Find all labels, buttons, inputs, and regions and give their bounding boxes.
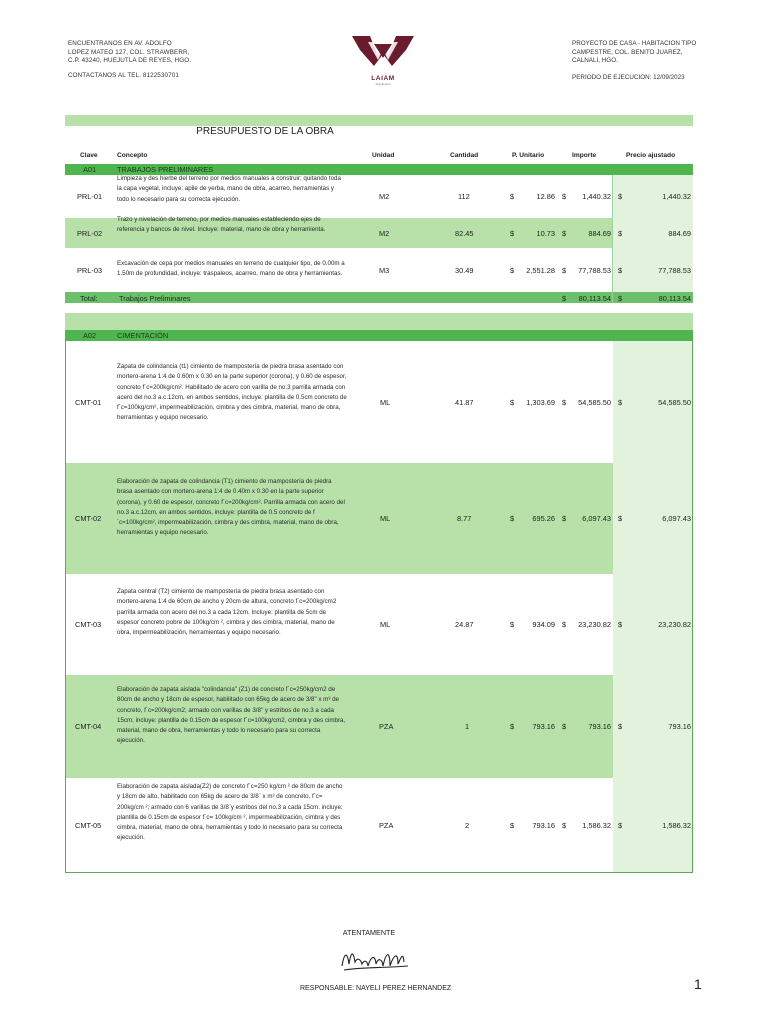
column-divider xyxy=(612,175,613,303)
address-line-2: LOPEZ MATEO 127, COL. STRAWBERR, xyxy=(68,48,190,56)
row-cantidad: 41.87 xyxy=(455,397,474,407)
table-row xyxy=(65,574,693,675)
col-header-clave: Clave xyxy=(80,152,98,159)
row-punitario: 12.86 xyxy=(536,192,555,201)
row-concepto: Zapata central (T2) cimiento de mampostería de piedra brasa asentado con mortero-arena 1:4 de 60cm de ancho y 20cm de altura, concreto f´c=200kg/cm2 parrilla armada con acero del no.3 a cada 12cm. Incluye: plantilla de 5cm de espesor concreto pobre de 100kg/cm ², cimbra y des cimbra, material, mano de obra, impermeabilización, herramientas y equipo necesario. xyxy=(117,588,337,637)
section-name: TRABAJOS PRELIMINARES xyxy=(117,165,214,174)
title-bar xyxy=(65,115,693,126)
currency-sign: $ xyxy=(510,620,515,629)
section-code: A02 xyxy=(83,331,97,340)
row-concepto: Elaboración de zapata de colindancia (T1) cimiento de mampostería de piedra brasa asentado con mortero-arena 1:4 de 0.40m x 0.30 en la parte superior (corona), y 0.60 de espesor, concreto f´c=200kg/cm². Parrilla armada con acero del no.3 a.c.12cm, en ambos sentidos, incluye: plantilla de 0.5 concreto de f´c=100kg/cm², impermeabilización, cimbra y des cimbra, material, mano de obra, herramientas y equipo necesario. xyxy=(117,478,345,537)
table-row xyxy=(65,341,693,463)
row-importe: 884.69 xyxy=(588,228,611,238)
row-clave: CMT-02 xyxy=(75,514,102,523)
row-unidad: PZA xyxy=(379,722,394,731)
row-clave: CMT-04 xyxy=(75,722,102,731)
row-concepto: Zapata de colindancia (t1) cimiento de mampostería de piedra brasa asentado con mortero-arena 1:4 de 0.60m x 0.30 en la parte superior (corona), y 0.60 de espesor, concreto f´c=200kg/cm². Habilitado de acero con varilla de no.3 parrilla armada con acero del no.3 a.c.12cm, en ambos sentidos, incluye: plantilla de 0.5cm concreto de f´c=100kg/cm², impermeabilización, cimbra y des cimbra, material, mano de obra, herramientas y equipo necesario. xyxy=(117,363,347,422)
currency-sign: $ xyxy=(562,293,567,303)
currency-sign: $ xyxy=(618,821,623,830)
page-title: PRESUPUESTO DE LA OBRA xyxy=(196,126,334,137)
row-cantidad: 8.77 xyxy=(457,514,472,523)
row-clave: PRL-03 xyxy=(77,265,103,275)
section-header-a02 xyxy=(65,330,693,341)
row-ajustado: 884.69 xyxy=(668,228,691,238)
col-header-ajustado: Precio ajustado xyxy=(626,152,676,159)
row-importe: 1,440.32 xyxy=(582,192,611,201)
table-border-bottom xyxy=(65,872,693,873)
total-importe: 80,113.54 xyxy=(578,293,611,303)
logo-mark-icon xyxy=(348,30,418,72)
row-ajustado: 793.16 xyxy=(668,722,691,731)
currency-sign: $ xyxy=(510,192,515,201)
closing-text: ATENTAMENTE xyxy=(342,928,396,937)
currency-sign: $ xyxy=(618,722,623,731)
signature-icon xyxy=(338,944,412,976)
row-ajustado: 1,586.32 xyxy=(662,821,691,830)
section-code: A01 xyxy=(83,165,97,174)
row-importe: 793.16 xyxy=(588,722,611,731)
row-unidad: ML xyxy=(380,620,391,629)
row-cantidad: 2 xyxy=(465,821,470,830)
currency-sign: $ xyxy=(618,514,623,523)
row-clave: CMT-03 xyxy=(75,620,102,629)
col-header-concepto: Concepto xyxy=(117,152,148,159)
currency-sign: $ xyxy=(618,293,623,303)
row-punitario: 10.73 xyxy=(536,228,555,238)
row-concepto: Elaboración de zapata aislada "colindancia" (Z1) de concreto f´c=250kg/cm2 de 80cm de ancho y 18cm de espesor, habilitado con 65kg de acero de 3/8" x m³ de concreto, f´c=200kg/cm2; armado con varillas de 3/8" y estribos de no.3 a cada 15cm; incluye: plantilla de 0.15cm de espesor f´c=100kg/cm2, cimbra y des cimbra, material, mano de obra, herramientas y todo lo necesario para su correcta ejecución. xyxy=(117,686,346,745)
project-line-3: CALNALI, HGO. xyxy=(572,57,618,65)
table-row xyxy=(65,675,693,778)
currency-sign: $ xyxy=(510,821,515,830)
currency-sign: $ xyxy=(562,192,567,201)
spacer-row xyxy=(65,303,693,313)
currency-sign: $ xyxy=(562,722,567,731)
row-unidad: M3 xyxy=(379,265,390,275)
row-unidad: M2 xyxy=(379,192,390,201)
row-clave: PRL-01 xyxy=(77,192,103,201)
row-cantidad: 1 xyxy=(465,722,470,731)
table-row xyxy=(65,218,693,248)
logo-subtext: Arquitectos xyxy=(375,82,391,86)
row-concepto: Trazo y nivelación de terreno, por medios manuales estableciendo ejes de referencia y bancos de nivel. Incluye: material, mano de obra y herramienta. xyxy=(117,216,326,234)
section-name: CIMENTACIÓN xyxy=(117,331,169,340)
row-importe: 1,586.32 xyxy=(582,821,611,830)
currency-sign: $ xyxy=(618,397,623,407)
contact-phone: CONTACTANOS AL TEL. 8122530701 xyxy=(68,71,179,79)
row-ajustado: 1,440.32 xyxy=(662,192,691,201)
currency-sign: $ xyxy=(618,265,623,275)
currency-sign: $ xyxy=(510,722,515,731)
row-concepto: Excavación de cepa por medios manuales en terreno de cualquier tipo, de 0.00m a 1.50m de profundidad, incluye: traspaleos, acarreo, mano de obra y herramientas. xyxy=(117,260,345,278)
row-importe: 77,788.53 xyxy=(578,265,611,275)
col-header-punitario: P. Unitario xyxy=(512,152,545,159)
page-number: 1 xyxy=(694,976,702,992)
col-header-unidad: Unidad xyxy=(372,152,395,159)
row-punitario: 2,551.28 xyxy=(526,265,555,275)
currency-sign: $ xyxy=(510,228,515,238)
currency-sign: $ xyxy=(562,397,567,407)
row-concepto: Elaboración de zapata aislada(Z2) de concreto f´c=250 kg/cm ² de 80cm de ancho y 18cm de alto, habilitado con 65kg de acero de 3/8¨ x m³ de concreto, f´c= 200kg/cm ²; armado con 6 varillas de 3/8¨y estribos del no.3 a cada 15cm. incluye: plantilla de 0.15cm de espesor f´c= 100kg/cm ², impermeabilización, cimbra y des cimbra, material, mano de obra, herramientas y todo lo necesario para su correcta ejecución. xyxy=(117,783,343,842)
total-name: Trabajos Preliminares xyxy=(119,293,191,303)
row-importe: 23,230.82 xyxy=(578,620,611,629)
company-address xyxy=(68,40,191,80)
row-punitario: 793.16 xyxy=(532,722,555,731)
row-clave: CMT-01 xyxy=(75,397,102,407)
company-logo xyxy=(345,30,421,86)
table-border-left xyxy=(65,341,66,873)
table-border-right xyxy=(692,341,693,873)
row-ajustado: 77,788.53 xyxy=(658,265,691,275)
currency-sign: $ xyxy=(618,228,623,238)
currency-sign: $ xyxy=(562,620,567,629)
project-line-2: CAMPESTRE, COL. BENITO JUAREZ, xyxy=(572,48,683,56)
section-total-a01 xyxy=(65,292,693,303)
currency-sign: $ xyxy=(562,514,567,523)
table-row xyxy=(65,248,693,292)
row-clave: PRL-02 xyxy=(77,228,103,238)
row-punitario: 695.26 xyxy=(532,514,555,523)
currency-sign: $ xyxy=(618,620,623,629)
row-punitario: 934.09 xyxy=(532,620,555,629)
logo-text: LAIAM xyxy=(371,75,395,82)
row-unidad: M2 xyxy=(379,228,390,238)
row-cantidad: 112 xyxy=(458,192,470,201)
signature xyxy=(338,944,412,981)
row-ajustado: 23,230.82 xyxy=(658,620,691,629)
total-label: Total: xyxy=(80,293,98,303)
row-concepto: Limpieza y des hierbe del terreno por medios manuales a construir; quitando toda la capa vegetal, incluye: apile de yerba, mano de obra, acarreo, herramientas y todo lo necesario para su correcta ejecución. xyxy=(117,175,341,203)
row-importe: 54,585.50 xyxy=(578,397,611,407)
row-unidad: ML xyxy=(380,397,391,407)
row-clave: CMT-05 xyxy=(75,821,102,830)
row-unidad: ML xyxy=(380,514,391,523)
currency-sign: $ xyxy=(562,821,567,830)
row-importe: 6,097.43 xyxy=(582,514,611,523)
currency-sign: $ xyxy=(510,265,515,275)
currency-sign: $ xyxy=(510,514,515,523)
project-line-1: PROYECTO DE CASA - HABITACION TIPO xyxy=(572,40,697,47)
row-cantidad: 24.87 xyxy=(455,620,474,629)
row-cantidad: 82.45 xyxy=(455,228,474,238)
row-ajustado: 6,097.43 xyxy=(662,514,691,523)
col-header-cantidad: Cantidad xyxy=(450,152,479,159)
table-row xyxy=(65,463,693,574)
project-info xyxy=(572,40,696,82)
table-row xyxy=(65,175,693,218)
currency-sign: $ xyxy=(562,265,567,275)
currency-sign: $ xyxy=(562,228,567,238)
total-ajustado: 80,113.54 xyxy=(658,293,691,303)
col-header-importe: Importe xyxy=(572,152,597,159)
row-cantidad: 30.49 xyxy=(455,265,474,275)
row-punitario: 1,303.69 xyxy=(526,397,555,407)
address-line-3: C.P. 43240, HUEJUTLA DE REYES, HGO. xyxy=(68,57,192,65)
address-line-1: ENCUENTRANOS EN AV. ADOLFO xyxy=(68,40,172,47)
execution-period: PERIODO DE EJECUCION: 12/09/2023 xyxy=(572,73,685,81)
responsible-name: RESPONSABLE: NAYELI PEREZ HERNANDEZ xyxy=(300,985,452,992)
table-row xyxy=(65,778,693,873)
currency-sign: $ xyxy=(618,192,623,201)
row-punitario: 793.16 xyxy=(532,821,555,830)
spacer-row xyxy=(65,313,693,330)
currency-sign: $ xyxy=(510,397,515,407)
row-unidad: PZA xyxy=(379,821,394,830)
row-ajustado: 54,585.50 xyxy=(658,397,691,407)
